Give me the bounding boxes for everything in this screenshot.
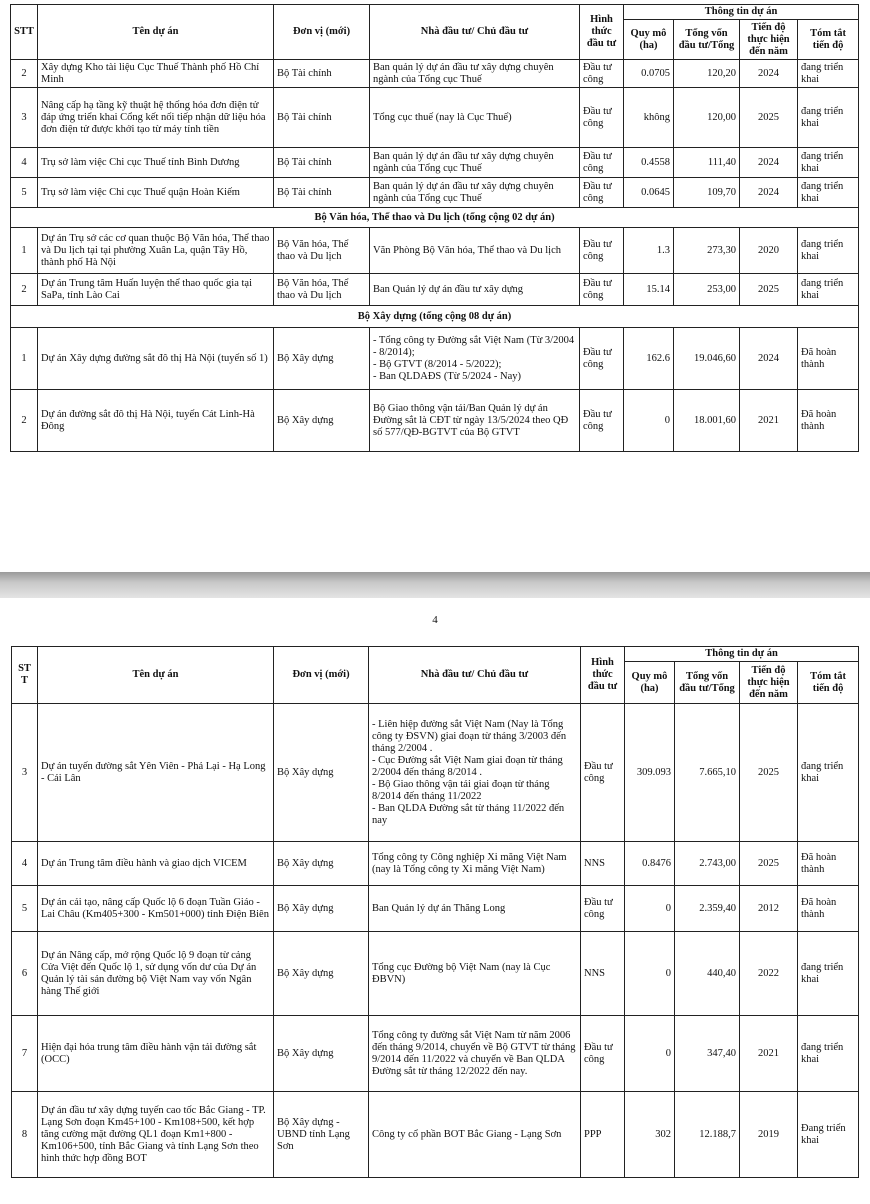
row-unit: Bộ Tài chính (274, 88, 370, 148)
section-row (11, 208, 859, 228)
header-project-name: Tên dự án (38, 5, 274, 60)
table-row (12, 842, 859, 886)
table-row (11, 328, 859, 390)
document-page-1 (0, 0, 870, 570)
row-scale: không (624, 88, 674, 148)
page-number: 4 (432, 614, 438, 626)
row-investment-form: NNS (581, 842, 625, 886)
row-unit: Bộ Xây dựng (274, 886, 369, 932)
row-stt: 2 (11, 274, 38, 306)
header-progress-summary: Tóm tắt tiến độ (798, 20, 859, 60)
row-stt: 3 (12, 704, 38, 842)
table-row (12, 704, 859, 842)
row-progress-year: 2025 (740, 842, 798, 886)
row-total-capital: 120,00 (674, 88, 740, 148)
table-row (11, 178, 859, 208)
row-investor: Ban quản lý dự án đầu tư xây dựng chuyên ngành của Tổng cục Thuế (370, 60, 580, 88)
row-investment-form: Đầu tư công (580, 178, 624, 208)
row-progress-year: 2019 (740, 1092, 798, 1178)
row-progress-summary: đang triển khai (798, 1016, 859, 1092)
row-total-capital: 109,70 (674, 178, 740, 208)
row-total-capital: 273,30 (674, 228, 740, 274)
row-total-capital: 440,40 (675, 932, 740, 1016)
row-scale: 0 (624, 390, 674, 452)
row-investment-form: Đầu tư công (580, 274, 624, 306)
row-investor (370, 328, 580, 390)
header-project-name: Tên dự án (38, 647, 274, 704)
row-investor: Tổng công ty Công nghiệp Xi măng Việt Nam (nay là Tổng công ty Xi măng Việt Nam) (369, 842, 581, 886)
row-scale: 15.14 (624, 274, 674, 306)
row-stt: 2 (11, 60, 38, 88)
row-total-capital: 120,20 (674, 60, 740, 88)
row-progress-summary: đang triển khai (798, 932, 859, 1016)
row-scale: 162.6 (624, 328, 674, 390)
row-scale: 0 (625, 886, 675, 932)
row-investment-form: Đầu tư công (580, 328, 624, 390)
row-progress-year: 2012 (740, 886, 798, 932)
row-progress-summary: đang triển khai (798, 228, 859, 274)
row-progress-year: 2021 (740, 390, 798, 452)
row-unit: Bộ Xây dựng (274, 704, 369, 842)
investor-line: - Liên hiệp đường sắt Việt Nam (Nay là Tổng công ty ĐSVN) giai đoạn từ tháng 3/2003 đến tháng 2/2004 . (372, 718, 567, 754)
row-investor: Tổng cục thuế (nay là Cục Thuế) (370, 88, 580, 148)
row-investor: Tổng công ty đường sắt Việt Nam từ năm 2006 đến tháng 9/2014, chuyển về Bộ GTVT từ tháng 9/2014 đến 11/2022 và chuyển về Ban QLDA Đường sắt từ tháng 12/2022 đến nay. (369, 1016, 581, 1092)
investor-line: - Tổng công ty Đường sắt Việt Nam (Từ 3/2004 - 8/2014); (373, 334, 575, 358)
row-stt: 1 (11, 328, 38, 390)
table-row (11, 60, 859, 88)
row-project-name: Xây dựng Kho tài liệu Cục Thuế Thành phố Hồ Chí Minh (38, 60, 274, 88)
row-unit: Bộ Văn hóa, Thể thao và Du lịch (274, 274, 370, 306)
row-progress-summary: Đã hoàn thành (798, 390, 859, 452)
investor-line: - Ban QLDA Đường sắt từ tháng 11/2022 đến nay (372, 802, 565, 826)
header-stt: STT (12, 647, 38, 704)
row-total-capital: 347,40 (675, 1016, 740, 1092)
row-progress-summary: đang triển khai (798, 274, 859, 306)
row-progress-year: 2022 (740, 932, 798, 1016)
section-row (11, 306, 859, 328)
row-investment-form: Đầu tư công (581, 704, 625, 842)
row-investor: Ban quản lý dự án đầu tư xây dựng chuyên ngành của Tổng cục Thuế (370, 178, 580, 208)
row-investor: Ban quản lý dự án đầu tư xây dựng chuyên ngành của Tổng cục Thuế (370, 148, 580, 178)
row-stt: 6 (12, 932, 38, 1016)
header-scale: Quy mô (ha) (624, 20, 674, 60)
row-project-name: Hiện đại hóa trung tâm điều hành vận tải đường sắt (OCC) (38, 1016, 274, 1092)
table-row (11, 148, 859, 178)
row-total-capital: 12.188,7 (675, 1092, 740, 1178)
row-scale: 0.8476 (625, 842, 675, 886)
row-total-capital: 2.743,00 (675, 842, 740, 886)
header-investment-form: Hình thức đầu tư (581, 647, 625, 704)
row-investment-form: Đầu tư công (580, 228, 624, 274)
row-stt: 5 (12, 886, 38, 932)
row-progress-summary: Đang triển khai (798, 1092, 859, 1178)
table-row (11, 228, 859, 274)
row-stt: 8 (12, 1092, 38, 1178)
row-project-name: Dự án tuyến đường sắt Yên Viên - Phả Lại - Hạ Long - Cái Lân (38, 704, 274, 842)
row-project-name: Dự án Trung tâm điều hành và giao dịch VICEM (38, 842, 274, 886)
row-unit: Bộ Xây dựng - UBND tỉnh Lạng Sơn (274, 1092, 369, 1178)
table-row (12, 886, 859, 932)
row-progress-year: 2025 (740, 704, 798, 842)
row-project-name: Trụ sở làm việc Chi cục Thuế quận Hoàn Kiếm (38, 178, 274, 208)
row-unit: Bộ Xây dựng (274, 390, 370, 452)
row-total-capital: 19.046,60 (674, 328, 740, 390)
row-stt: 2 (11, 390, 38, 452)
row-unit: Bộ Xây dựng (274, 932, 369, 1016)
row-progress-year: 2024 (740, 328, 798, 390)
row-unit: Bộ Xây dựng (274, 328, 370, 390)
row-scale: 302 (625, 1092, 675, 1178)
row-progress-year: 2024 (740, 178, 798, 208)
row-unit: Bộ Văn hóa, Thể thao và Du lịch (274, 228, 370, 274)
row-progress-year: 2024 (740, 60, 798, 88)
row-scale: 0 (625, 1016, 675, 1092)
row-unit: Bộ Tài chính (274, 60, 370, 88)
row-scale: 0 (625, 932, 675, 1016)
investor-line: - Bộ Giao thông vận tải giai đoạn từ tháng 8/2014 đến tháng 11/2022 (372, 778, 550, 802)
investor-line: - Bộ GTVT (8/2014 - 5/2022); (373, 358, 502, 370)
table-row (12, 932, 859, 1016)
header-investor: Nhà đầu tư/ Chủ đầu tư (369, 647, 581, 704)
row-investment-form: Đầu tư công (581, 886, 625, 932)
table-row (11, 88, 859, 148)
row-progress-summary: đang triển khai (798, 178, 859, 208)
row-scale: 309.093 (625, 704, 675, 842)
header-progress-year: Tiến độ thực hiện đến năm (740, 662, 798, 704)
row-project-name: Dự án Nâng cấp, mở rộng Quốc lộ 9 đoạn từ cảng Cửa Việt đến Quốc lộ 1, sử dụng vốn dư của Dự án Quản lý tài sản đường bộ Việt Nam vay vốn Ngân hàng Thế giới (38, 932, 274, 1016)
row-progress-summary: Đã hoàn thành (798, 886, 859, 932)
header-scale: Quy mô (ha) (625, 662, 675, 704)
row-investor: Văn Phòng Bộ Văn hóa, Thể thao và Du lịch (370, 228, 580, 274)
row-total-capital: 111,40 (674, 148, 740, 178)
header-total-capital: Tổng vốn đầu tư/Tổng (674, 20, 740, 60)
row-investment-form: Đầu tư công (580, 390, 624, 452)
row-total-capital: 253,00 (674, 274, 740, 306)
row-progress-summary: đang triển khai (798, 704, 859, 842)
row-investment-form: NNS (581, 932, 625, 1016)
investor-line: - Ban QLDAĐS (Từ 5/2024 - Nay) (373, 370, 521, 382)
projects-table-page-1 (10, 4, 859, 452)
row-investment-form: Đầu tư công (580, 60, 624, 88)
row-progress-summary: Đã hoàn thành (798, 842, 859, 886)
row-unit: Bộ Xây dựng (274, 842, 369, 886)
row-stt: 1 (11, 228, 38, 274)
row-project-name: Dự án đầu tư xây dựng tuyến cao tốc Bắc Giang - TP. Lạng Sơn đoạn Km45+100 - Km108+500, kết hợp tăng cường mặt đường QL1 đoạn Km1+800 - Km106+500, tỉnh Bắc Giang và tỉnh Lạng Sơn theo hình thức hợp đồng BOT (38, 1092, 274, 1178)
row-investor: Ban Quản lý dự án Thăng Long (369, 886, 581, 932)
row-progress-year: 2025 (740, 88, 798, 148)
row-investor: Ban Quản lý dự án đầu tư xây dựng (370, 274, 580, 306)
row-investor: Công ty cổ phần BOT Bắc Giang - Lạng Sơn (369, 1092, 581, 1178)
row-stt: 7 (12, 1016, 38, 1092)
row-investment-form: Đầu tư công (581, 1016, 625, 1092)
row-unit: Bộ Tài chính (274, 148, 370, 178)
row-total-capital: 7.665,10 (675, 704, 740, 842)
row-investor: Bộ Giao thông vận tải/Ban Quản lý dự án Đường sắt là CĐT từ ngày 13/5/2024 theo QĐ số 577/QĐ-BGTVT của Bộ GTVT (370, 390, 580, 452)
row-progress-summary: đang triển khai (798, 148, 859, 178)
row-investor: Tổng cục Đường bộ Việt Nam (nay là Cục ĐBVN) (369, 932, 581, 1016)
row-project-name: Dự án Trụ sở các cơ quan thuộc Bộ Văn hóa, Thể thao và Du lịch tại tại phường Xuân La, quận Tây Hồ, thành phố Hà Nội (38, 228, 274, 274)
row-stt: 4 (11, 148, 38, 178)
section-title-culture: Bộ Văn hóa, Thể thao và Du lịch (tổng cộng 02 dự án) (11, 208, 859, 228)
row-scale: 0.0705 (624, 60, 674, 88)
table-row (11, 274, 859, 306)
row-stt: 4 (12, 842, 38, 886)
row-unit: Bộ Tài chính (274, 178, 370, 208)
document-page-2 (0, 600, 870, 1204)
header-investment-form: Hình thức đầu tư (580, 5, 624, 60)
row-progress-year: 2024 (740, 148, 798, 178)
row-investment-form: Đầu tư công (580, 148, 624, 178)
row-investment-form: Đầu tư công (580, 88, 624, 148)
row-project-name: Nâng cấp hạ tầng kỹ thuật hệ thống hóa đơn điện tử đáp ứng triển khai Cổng kết nối tiếp nhận dữ liệu hóa đơn điện tử được khởi tạo từ máy tính tiền (38, 88, 274, 148)
row-investment-form: PPP (581, 1092, 625, 1178)
row-project-name: Dự án cải tạo, nâng cấp Quốc lộ 6 đoạn Tuần Giáo - Lai Châu (Km405+300 - Km501+000) tỉnh Điện Biên (38, 886, 274, 932)
row-progress-summary: đang triển khai (798, 60, 859, 88)
header-project-info: Thông tin dự án (624, 5, 859, 20)
header-progress-summary: Tóm tắt tiến độ (798, 662, 859, 704)
row-project-name: Dự án Xây dựng đường sắt đô thị Hà Nội (tuyến số 1) (38, 328, 274, 390)
header-stt: STT (11, 5, 38, 60)
row-stt: 3 (11, 88, 38, 148)
row-progress-year: 2025 (740, 274, 798, 306)
row-progress-summary: Đã hoàn thành (798, 328, 859, 390)
header-project-info: Thông tin dự án (625, 647, 859, 662)
row-investor (369, 704, 581, 842)
row-progress-year: 2020 (740, 228, 798, 274)
table-row (12, 1092, 859, 1178)
header-progress-year: Tiến độ thực hiện đến năm (740, 20, 798, 60)
header-total-capital: Tổng vốn đầu tư/Tổng (675, 662, 740, 704)
row-scale: 0.0645 (624, 178, 674, 208)
row-total-capital: 2.359,40 (675, 886, 740, 932)
row-project-name: Dự án Trung tâm Huấn luyện thể thao quốc gia tại SaPa, tỉnh Lào Cai (38, 274, 274, 306)
row-project-name: Dự án đường sắt đô thị Hà Nội, tuyến Cát Linh-Hà Đông (38, 390, 274, 452)
row-progress-summary: đang triển khai (798, 88, 859, 148)
row-project-name: Trụ sở làm việc Chi cục Thuế tỉnh Bình Dương (38, 148, 274, 178)
section-title-construction: Bộ Xây dựng (tổng cộng 08 dự án) (11, 306, 859, 328)
header-unit: Đơn vị (mới) (274, 647, 369, 704)
projects-table-page-2 (11, 646, 859, 1178)
row-total-capital: 18.001,60 (674, 390, 740, 452)
header-investor: Nhà đầu tư/ Chủ đầu tư (370, 5, 580, 60)
investor-line: - Cục Đường sắt Việt Nam giai đoạn từ tháng 2/2004 đến tháng 8/2014 . (372, 754, 563, 778)
table-row (12, 1016, 859, 1092)
row-scale: 1.3 (624, 228, 674, 274)
header-unit: Đơn vị (mới) (274, 5, 370, 60)
row-progress-year: 2021 (740, 1016, 798, 1092)
row-scale: 0.4558 (624, 148, 674, 178)
row-unit: Bộ Xây dựng (274, 1016, 369, 1092)
row-stt: 5 (11, 178, 38, 208)
page-separator (0, 572, 870, 598)
table-row (11, 390, 859, 452)
